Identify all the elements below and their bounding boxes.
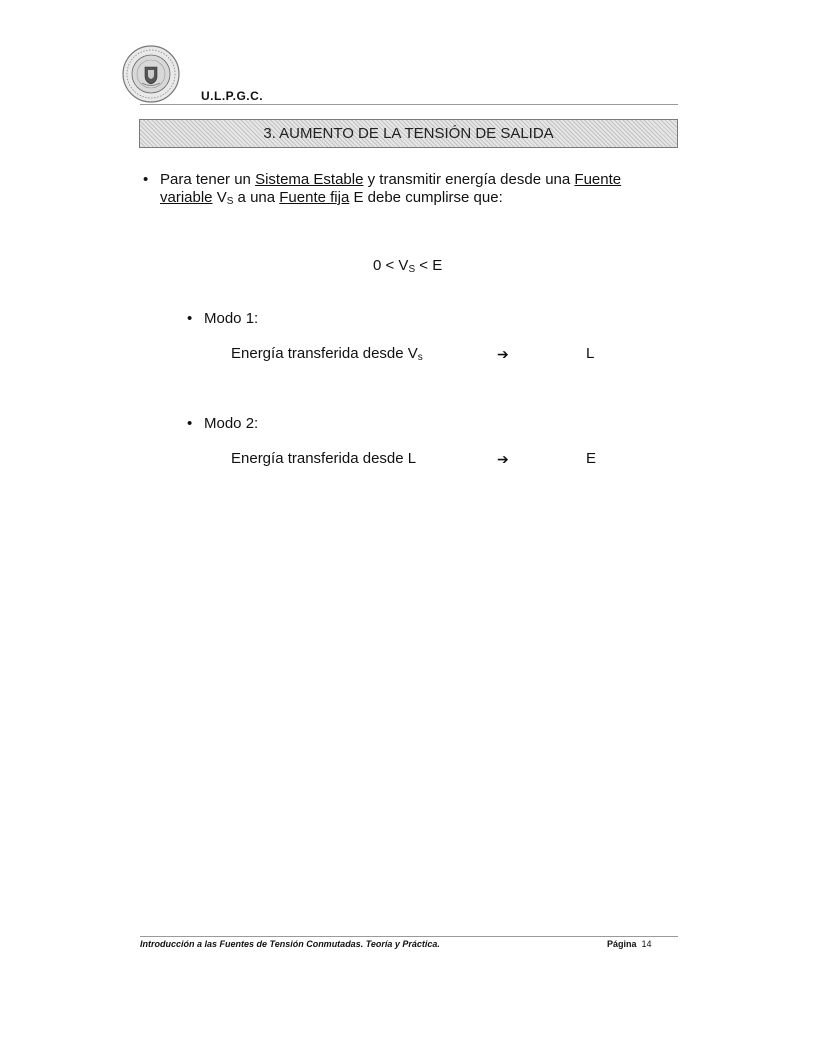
condition-right: < E	[415, 257, 443, 274]
page-number	[607, 939, 652, 949]
right-arrow-icon: ➔	[497, 346, 509, 362]
bullet-icon: •	[143, 171, 149, 188]
page-number-value: 14	[641, 939, 652, 949]
fuente-variable-term: Fuente	[574, 171, 622, 188]
intro-text-part: Para tener un	[160, 171, 256, 188]
mode-2-label: Modo 2:	[204, 415, 259, 432]
university-seal-icon	[122, 45, 180, 103]
bullet-icon: •	[187, 415, 193, 432]
intro-text-part: E debe cumplirse que:	[349, 189, 503, 206]
mode-2-target: E	[586, 450, 597, 467]
right-arrow-icon: ➔	[497, 451, 509, 467]
header-divider	[140, 104, 678, 105]
fuente-variable-term: variable	[160, 189, 213, 206]
footer-divider	[140, 936, 678, 937]
mode-1-label: Modo 1:	[204, 310, 259, 327]
fuente-fija-term: Fuente fija	[279, 189, 350, 206]
section-title-banner	[139, 119, 678, 148]
intro-text-part: V	[212, 189, 227, 206]
footer-title: Introducción a las Fuentes de Tensión Conmutadas. Teoría y Práctica.	[140, 939, 440, 949]
mode-2-description: Energía transferida desde L	[231, 450, 417, 467]
mode-text: Energía transferida desde V	[231, 345, 418, 362]
intro-line-2	[160, 189, 503, 207]
subscript: S	[226, 196, 234, 207]
mode-1-description	[231, 345, 423, 363]
organization-name: U.L.P.G.C.	[201, 89, 264, 103]
section-title: 3. AUMENTO DE LA TENSIÓN DE SALIDA	[263, 125, 554, 142]
intro-text-part: y transmitir energía desde una	[363, 171, 575, 188]
intro-line-1	[160, 171, 621, 189]
bullet-icon: •	[187, 310, 193, 327]
sistema-estable-term: Sistema Estable	[255, 171, 364, 188]
page-label: Página	[607, 939, 637, 949]
subscript: s	[417, 352, 423, 363]
stability-condition	[373, 257, 442, 275]
intro-text-part: a una	[233, 189, 280, 206]
mode-1-target: L	[586, 345, 595, 362]
subscript: S	[408, 264, 416, 275]
condition-left: 0 < V	[373, 257, 409, 274]
